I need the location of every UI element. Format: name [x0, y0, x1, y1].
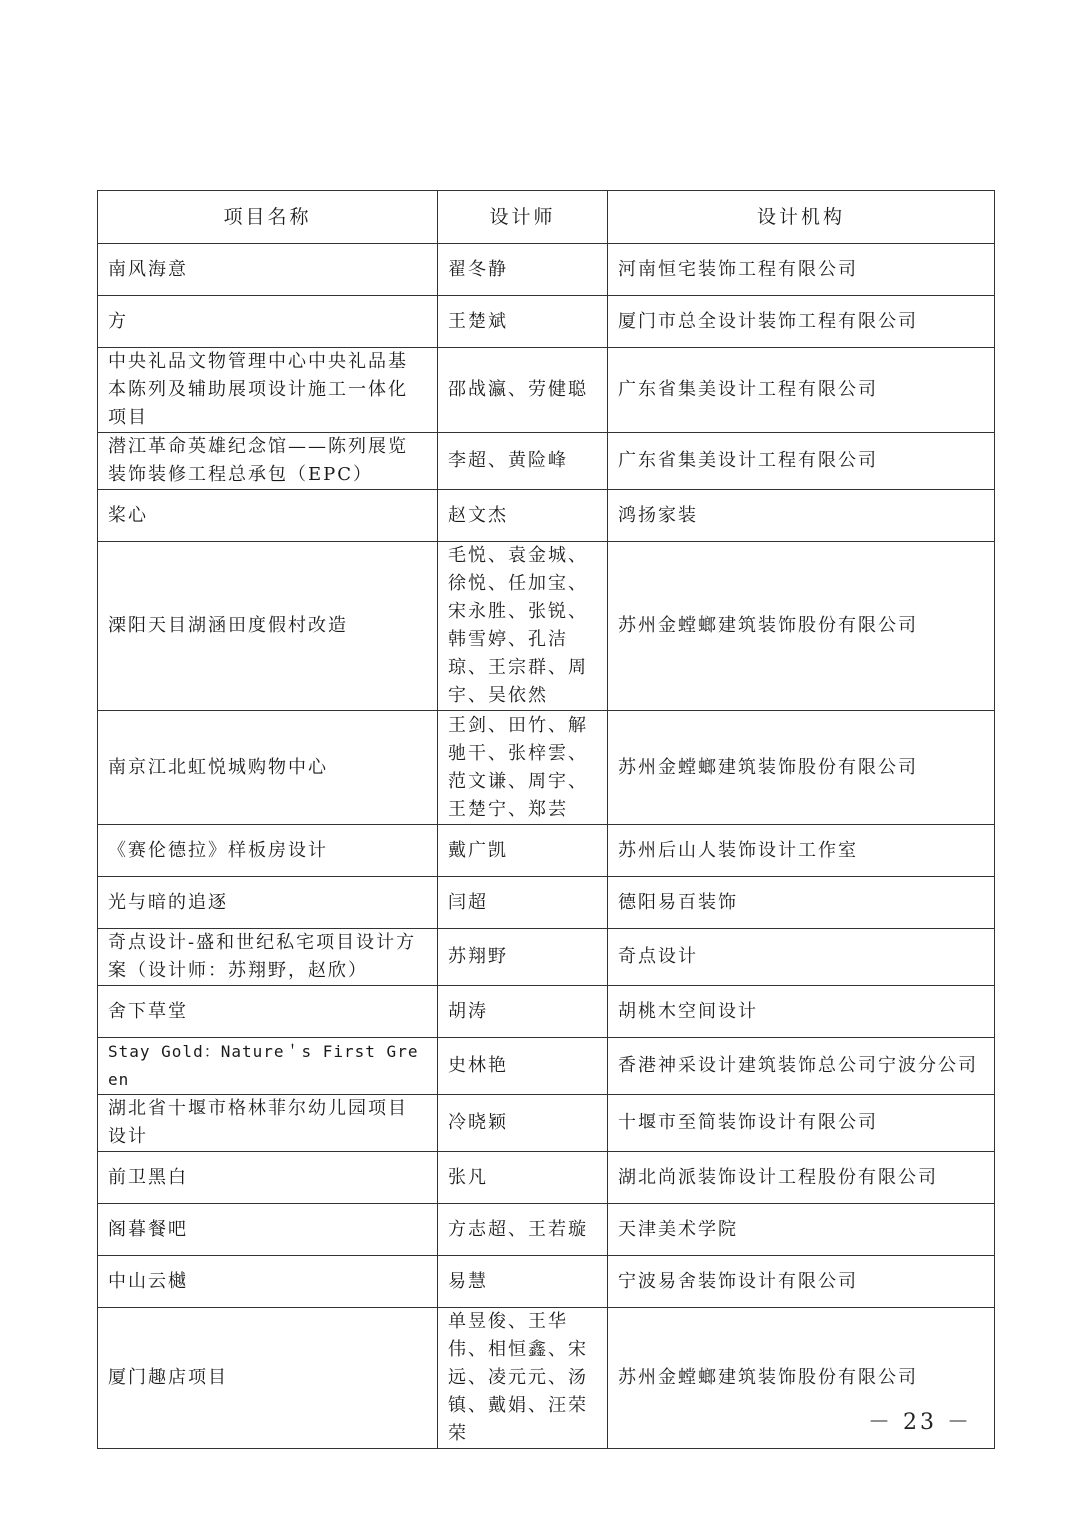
awards-table — [97, 190, 995, 1449]
table-header — [98, 191, 995, 244]
designer-cell: 方志超、王若璇 — [438, 1204, 608, 1256]
table-row — [98, 1204, 995, 1256]
design-org-cell: 德阳易百装饰 — [608, 877, 995, 929]
design-org-cell: 广东省集美设计工程有限公司 — [608, 433, 995, 490]
design-org-cell: 胡桃木空间设计 — [608, 986, 995, 1038]
table-row — [98, 1256, 995, 1308]
header-design-org: 设计机构 — [608, 191, 995, 244]
project-name-cell: 溧阳天目湖涵田度假村改造 — [98, 542, 438, 711]
project-name-cell: 中山云樾 — [98, 1256, 438, 1308]
table-row — [98, 877, 995, 929]
designer-cell: 冷晓颖 — [438, 1095, 608, 1152]
designer-cell: 翟冬静 — [438, 244, 608, 296]
design-org-cell: 苏州后山人装饰设计工作室 — [608, 825, 995, 877]
table-row — [98, 986, 995, 1038]
page-number: － 23 － — [868, 1410, 972, 1435]
design-org-cell: 香港神采设计建筑装饰总公司宁波分公司 — [608, 1038, 995, 1095]
table-row — [98, 1038, 995, 1095]
table-row — [98, 244, 995, 296]
project-name-cell: 《赛伦德拉》样板房设计 — [98, 825, 438, 877]
project-name-cell: 南京江北虹悦城购物中心 — [98, 711, 438, 825]
table-row — [98, 825, 995, 877]
table-row — [98, 490, 995, 542]
designer-cell: 王楚斌 — [438, 296, 608, 348]
design-org-cell: 苏州金螳螂建筑装饰股份有限公司 — [608, 1308, 995, 1449]
designer-cell: 邵战瀛、劳健聪 — [438, 348, 608, 433]
project-name-cell: 中央礼品文物管理中心中央礼品基本陈列及辅助展项设计施工一体化项目 — [98, 348, 438, 433]
table-row — [98, 711, 995, 825]
designer-cell: 王剑、田竹、解驰干、张梓雲、范文谦、周宇、王楚宁、郑芸 — [438, 711, 608, 825]
project-name-cell: 桨心 — [98, 490, 438, 542]
project-name-cell: 奇点设计-盛和世纪私宅项目设计方案（设计师：苏翔野，赵欣） — [98, 929, 438, 986]
header-designer: 设计师 — [438, 191, 608, 244]
table-body — [98, 244, 995, 1449]
project-name-cell: 舍下草堂 — [98, 986, 438, 1038]
designer-cell: 单昱俊、王华伟、相恒鑫、宋远、凌元元、汤镇、戴娟、汪荣荣 — [438, 1308, 608, 1449]
project-name-cell: 南风海意 — [98, 244, 438, 296]
designer-cell: 胡涛 — [438, 986, 608, 1038]
design-org-cell: 湖北尚派装饰设计工程股份有限公司 — [608, 1152, 995, 1204]
header-row — [98, 191, 995, 244]
designer-cell: 苏翔野 — [438, 929, 608, 986]
designer-cell: 易慧 — [438, 1256, 608, 1308]
design-org-cell: 苏州金螳螂建筑装饰股份有限公司 — [608, 542, 995, 711]
designer-cell: 李超、黄险峰 — [438, 433, 608, 490]
table-row — [98, 1095, 995, 1152]
design-org-cell: 鸿扬家装 — [608, 490, 995, 542]
table-row — [98, 929, 995, 986]
design-org-cell: 天津美术学院 — [608, 1204, 995, 1256]
table-row — [98, 1308, 995, 1449]
table-row — [98, 542, 995, 711]
project-name-cell: 潜江革命英雄纪念馆——陈列展览装饰装修工程总承包（EPC） — [98, 433, 438, 490]
designer-cell: 张凡 — [438, 1152, 608, 1204]
project-name-cell: 厦门趣店项目 — [98, 1308, 438, 1449]
table-row — [98, 296, 995, 348]
designer-cell: 赵文杰 — [438, 490, 608, 542]
table-row — [98, 433, 995, 490]
header-project-name: 项目名称 — [98, 191, 438, 244]
designer-cell: 史林艳 — [438, 1038, 608, 1095]
project-name-cell: 方 — [98, 296, 438, 348]
table-row — [98, 1152, 995, 1204]
designer-cell: 闫超 — [438, 877, 608, 929]
project-name-cell: 光与暗的追逐 — [98, 877, 438, 929]
design-org-cell: 宁波易舍装饰设计有限公司 — [608, 1256, 995, 1308]
project-name-cell: 阁暮餐吧 — [98, 1204, 438, 1256]
design-org-cell: 厦门市总全设计装饰工程有限公司 — [608, 296, 995, 348]
project-name-cell: 湖北省十堰市格林菲尔幼儿园项目设计 — [98, 1095, 438, 1152]
designer-cell: 毛悦、袁金城、徐悦、任加宝、宋永胜、张锐、韩雪婷、孔洁琼、王宗群、周宇、吴依然 — [438, 542, 608, 711]
project-name-cell: 前卫黑白 — [98, 1152, 438, 1204]
designer-cell: 戴广凯 — [438, 825, 608, 877]
design-org-cell: 河南恒宅装饰工程有限公司 — [608, 244, 995, 296]
design-org-cell: 奇点设计 — [608, 929, 995, 986]
table-row — [98, 348, 995, 433]
project-name-cell: Stay Gold：Nature＇s First Green — [98, 1038, 438, 1095]
design-org-cell: 苏州金螳螂建筑装饰股份有限公司 — [608, 711, 995, 825]
design-org-cell: 十堰市至简装饰设计有限公司 — [608, 1095, 995, 1152]
design-org-cell: 广东省集美设计工程有限公司 — [608, 348, 995, 433]
